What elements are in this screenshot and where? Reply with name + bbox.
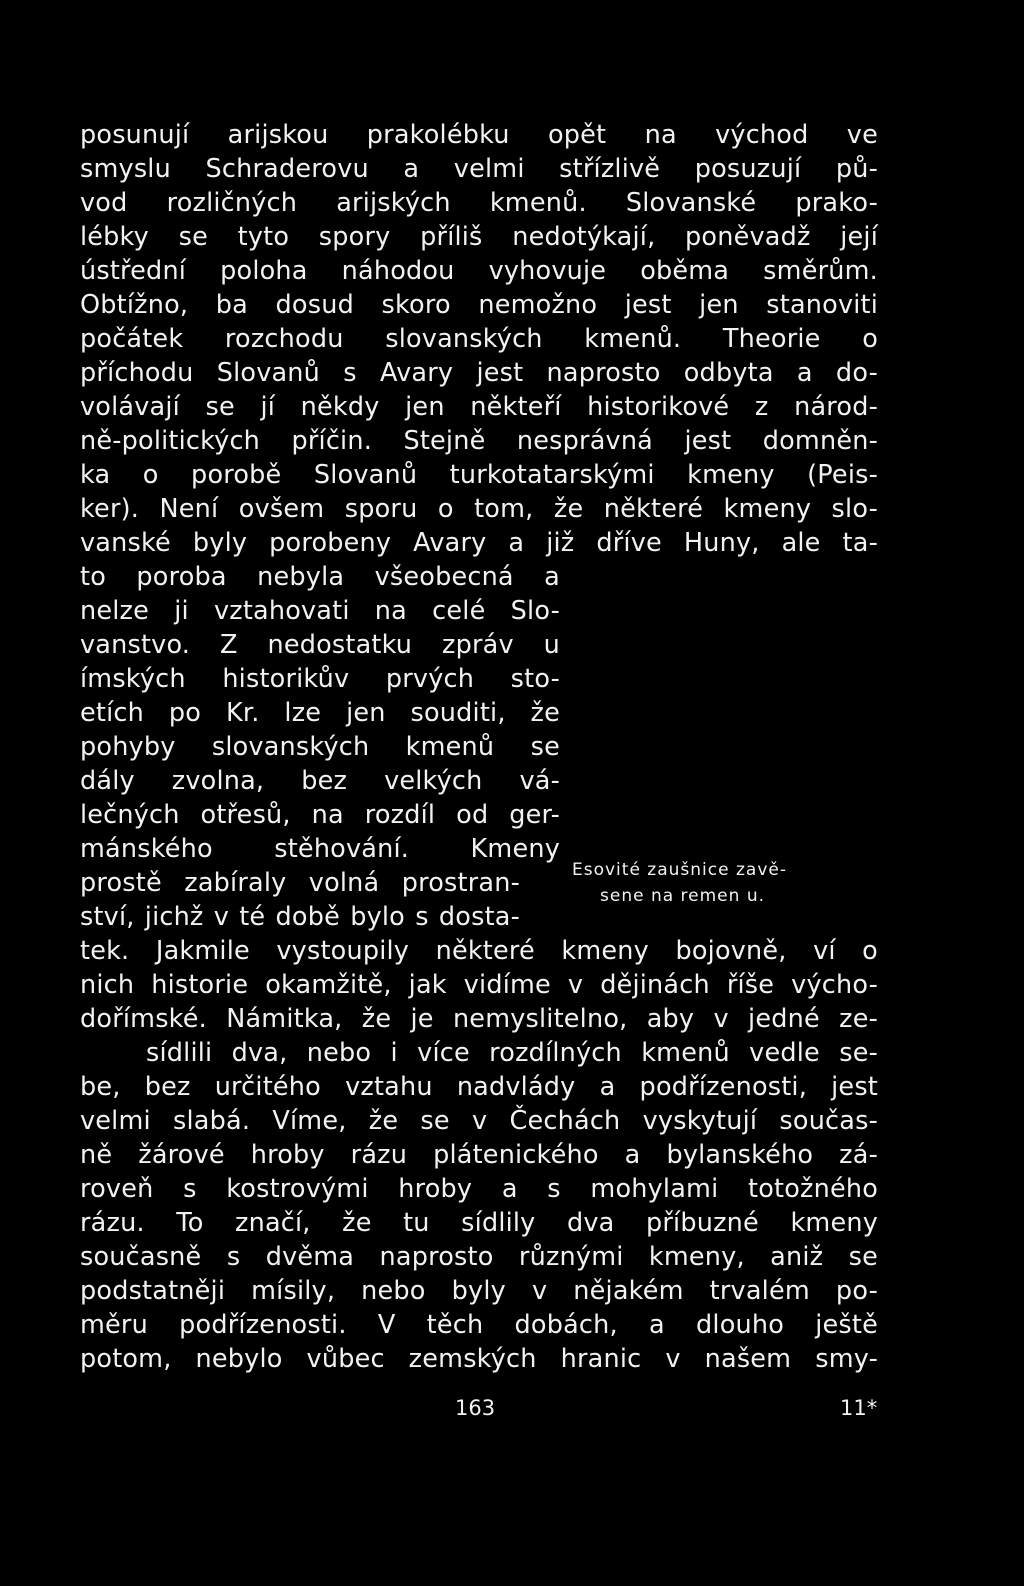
text-line: nelze ji vztahovati na celé Slo-: [80, 596, 560, 626]
text-line: tek. Jakmile vystoupily některé kmeny bojovně, ví o: [80, 936, 878, 966]
text-line: vod rozličných arijských kmenů. Slovanské prako-: [80, 188, 878, 218]
text-line: ústřední poloha náhodou vyhovuje oběma směrům.: [80, 256, 878, 286]
text-line: lečných otřesů, na rozdíl od ger-: [80, 800, 560, 830]
text-line: ímských historikův prvých sto-: [80, 664, 560, 694]
signature-mark: 11*: [840, 1396, 878, 1420]
text-line: etích po Kr. lze jen souditi, že: [80, 698, 560, 728]
text-line: velmi slabá. Víme, že se v Čechách vyskytují součas-: [80, 1106, 878, 1136]
figure-caption-line: Esovité zaušnice zavě-: [572, 860, 787, 880]
text-line: prostě zabíraly volná prostran-: [80, 868, 520, 898]
text-line: lébky se tyto spory příliš nedotýkají, poněvadž její: [80, 222, 878, 252]
text-line: počátek rozchodu slovanských kmenů. Theorie o: [80, 324, 878, 354]
text-line: posunují arijskou prakolébku opět na východ ve: [80, 120, 878, 150]
text-line: měru podřízenosti. V těch dobách, a dlouho ještě: [80, 1310, 878, 1340]
page-number: 163: [455, 1396, 496, 1420]
text-line: ka o porobě Slovanů turkotatarskými kmeny (Peis-: [80, 460, 878, 490]
text-line: volávají se jí někdy jen někteří historikové z národ-: [80, 392, 878, 422]
text-line: pohyby slovanských kmenů se: [80, 732, 560, 762]
text-line: to poroba nebyla všeobecná a: [80, 562, 560, 592]
text-line: podstatněji mísily, nebo byly v nějakém trvalém po-: [80, 1276, 878, 1306]
text-line: ství, jichž v té době bylo s dosta-: [80, 902, 520, 932]
text-line: smyslu Schraderovu a velmi střízlivě posuzují pů-: [80, 154, 878, 184]
text-line: rázu. To značí, že tu sídlily dva příbuzné kmeny: [80, 1208, 878, 1238]
text-line: ker). Není ovšem sporu o tom, že některé kmeny slo-: [80, 494, 878, 524]
text-line: mánského stěhování. Kmeny: [80, 834, 560, 864]
text-line: potom, nebylo vůbec zemských hranic v našem smy-: [80, 1344, 878, 1374]
text-line: vanstvo. Z nedostatku zpráv u: [80, 630, 560, 660]
text-line: ně žárové hroby rázu plátenického a bylanského zá-: [80, 1140, 878, 1170]
text-line: nich historie okamžitě, jak vidíme v dějinách říše výcho-: [80, 970, 878, 1000]
figure-caption-line: sene na remen u.: [600, 886, 765, 906]
text-line: be, bez určitého vztahu nadvlády a podřízenosti, jest: [80, 1072, 878, 1102]
text-line: Obtížno, ba dosud skoro nemožno jest jen stanoviti: [80, 290, 878, 320]
text-line: dály zvolna, bez velkých vá-: [80, 766, 560, 796]
text-line: současně s dvěma naprosto různými kmeny, aniž se: [80, 1242, 878, 1272]
text-line: vanské byly porobeny Avary a již dříve Huny, ale ta-: [80, 528, 878, 558]
text-line: příchodu Slovanů s Avary jest naprosto odbyta a do-: [80, 358, 878, 388]
text-line: roveň s kostrovými hroby a s mohylami totožného: [80, 1174, 878, 1204]
text-line: ně-politických příčin. Stejně nesprávná jest domněn-: [80, 426, 878, 456]
text-line: sídlili dva, nebo i více rozdílných kmenů vedle se-: [146, 1038, 878, 1068]
text-line: dořímské. Námitka, že je nemyslitelno, aby v jedné ze-: [80, 1004, 878, 1034]
